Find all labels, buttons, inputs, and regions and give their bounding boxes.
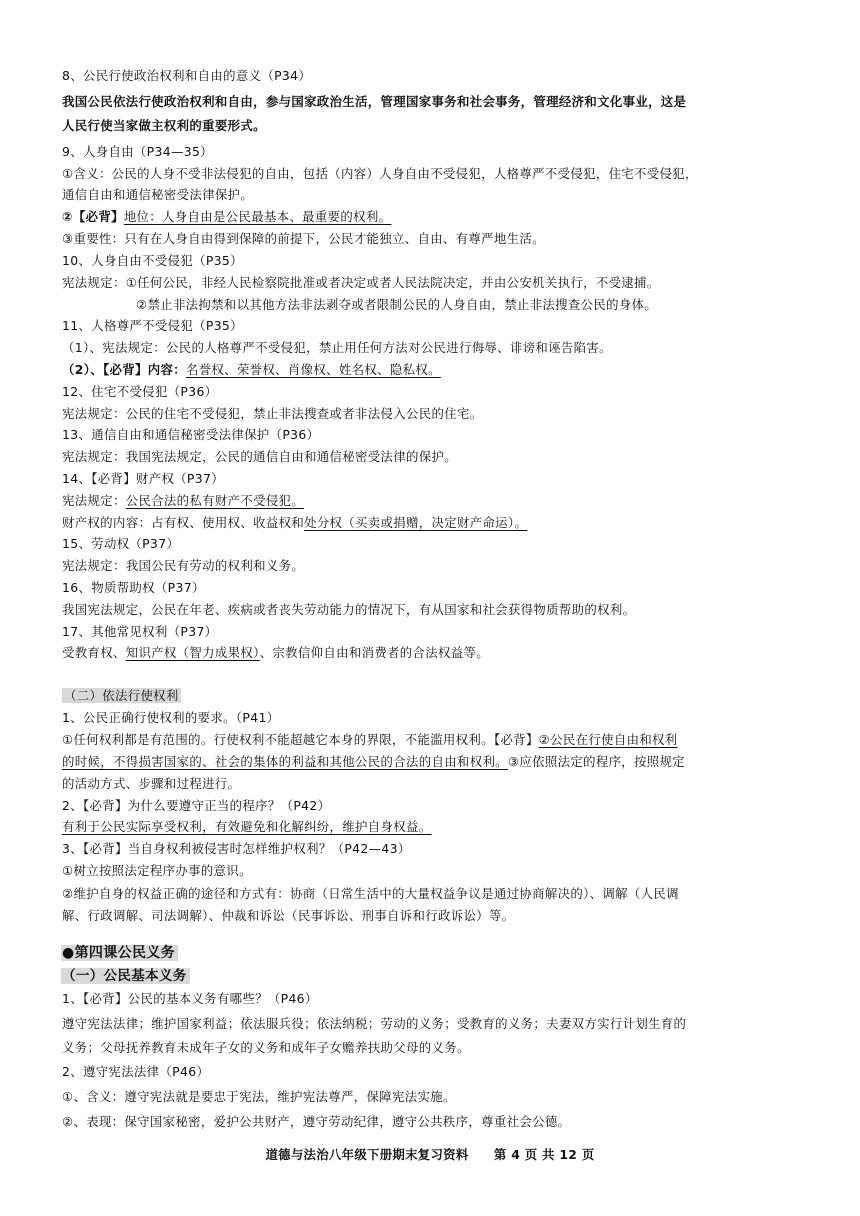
exercise-item-2-heading: 2、【必背】为什么要遵守正当的程序？（P42） bbox=[62, 798, 331, 813]
exercise-item-3-line: ①树立按照法定程序办事的意识。 bbox=[62, 863, 252, 878]
section-heading-basic-duties bbox=[60, 967, 804, 985]
item-12-constitution-line: 宪法规定：公民的住宅不受侵犯，禁止非法搜查或者非法侵入公民的住宅。 bbox=[62, 406, 483, 421]
exercise-item-1-line bbox=[62, 754, 802, 770]
exercise-item-3-heading: 3、【必背】当自身权利被侵害时怎样维护权利？（P42—43） bbox=[62, 841, 411, 856]
exercise-item-3-line: 解、行政调解、司法调解）、仲裁和诉讼（民事诉讼、刑事自诉和行政诉讼）等。 bbox=[62, 908, 515, 923]
item-15-heading: 15、劳动权（P37） bbox=[62, 536, 180, 551]
text-fragment: 、宗教信仰自由和消费者的合法权益等。 bbox=[259, 645, 489, 660]
duty-item-2-line: ②、表现：保守国家秘密，爱护公共财产，遵守劳动纪律，遵守公共秩序，尊重社会公德。 bbox=[62, 1114, 571, 1129]
item-16-heading: 16、物质帮助权（P37） bbox=[62, 580, 205, 595]
underlined-key-text: 的时候，不得损害国家的、社会的集体的利益和其他公民的合法的自由和权利。 bbox=[62, 754, 508, 769]
item-17-heading: 17、其他常见权利（P37） bbox=[62, 624, 218, 639]
duty-item-2-line: ①、含义：遵守宪法就是要忠于宪法，维护宪法尊严，保障宪法实施。 bbox=[62, 1089, 456, 1104]
item-11-heading: 11、人格尊严不受侵犯（P35） bbox=[62, 318, 243, 333]
duty-item-1-heading: 1、【必背】公民的基本义务有哪些？（P46） bbox=[62, 991, 318, 1006]
exercise-item-2-answer bbox=[62, 819, 802, 835]
duty-item-1-line: 遵守宪法法律；维护国家利益；依法服兵役；依法纳税；劳动的义务；受教育的义务；夫妻双方实行计划生育的 bbox=[62, 1016, 687, 1031]
underlined-key-text: 知识产权（智力成果权） bbox=[125, 645, 260, 660]
item-10-heading: 10、人身自由不受侵犯（P35） bbox=[62, 253, 243, 268]
underlined-key-text: 公民合法的私有财产不受侵犯。 bbox=[125, 493, 305, 508]
duty-item-2-heading: 2、遵守宪法法律（P46） bbox=[62, 1064, 210, 1079]
underlined-key-text: 有利于公民实际享受权利，有效避免和化解纠纷，维护自身权益。 bbox=[62, 819, 432, 834]
exercise-item-1-line bbox=[62, 732, 802, 748]
text-fragment: ①任何权利都是有范围的。行使权利不能超越它本身的界限，不能滥用权利。【必背】 bbox=[62, 732, 539, 747]
item-17-text-line bbox=[62, 645, 802, 661]
underlined-key-text: 处分权（买卖或捐赠，决定财产命运）。 bbox=[304, 515, 528, 530]
item-9-meaning-line: 通信自由和通信秘密受法律保护。 bbox=[62, 187, 254, 202]
text-fragment: 受教育权、 bbox=[62, 645, 126, 660]
lesson-4-heading bbox=[60, 944, 804, 962]
highlighted-heading: （一）公民基本义务 bbox=[61, 968, 190, 984]
duty-item-1-line: 义务；父母抚养教育未成年子女的义务和成年子女赡养扶助父母的义务。 bbox=[62, 1040, 470, 1055]
item-9-importance-line: ③重要性：只有在人身自由得到保障的前提下，公民才能独立、自由、有尊严地生活。 bbox=[62, 231, 545, 246]
exercise-item-1-heading: 1、公民正确行使权利的要求。（P41） bbox=[62, 710, 280, 725]
item-11-constitution-line: （1）、宪法规定：公民的人格尊严不受侵犯，禁止用任何方法对公民进行侮辱、诽谤和诬告陷害。 bbox=[62, 340, 612, 355]
item-8-text-line: 人民行使当家做主权利的重要形式。 bbox=[62, 118, 266, 133]
section-heading-exercise-rights bbox=[62, 688, 802, 704]
must-memorize-tag: ②【必背】 bbox=[62, 209, 124, 224]
item-13-heading: 13、通信自由和通信秘密受法律保护（P36） bbox=[62, 427, 320, 442]
item-11-content-line bbox=[62, 362, 802, 378]
item-15-constitution-line: 宪法规定：我国公民有劳动的权利和义务。 bbox=[62, 558, 305, 573]
item-16-text-line: 我国宪法规定，公民在年老、疾病或者丧失劳动能力的情况下，有从国家和社会获得物质帮助的权利。 bbox=[62, 602, 636, 617]
item-9-meaning-line: ①含义：公民的人身不受非法侵犯的自由，包括（内容）人身自由不受侵犯，人格尊严不受侵犯，住宅不受侵犯， bbox=[62, 166, 698, 181]
highlighted-heading: （二）依法行使权利 bbox=[64, 688, 179, 703]
underlined-key-text: ②公民在行使自由和权利 bbox=[538, 732, 678, 747]
item-12-heading: 12、住宅不受侵犯（P36） bbox=[62, 384, 218, 399]
item-14-content-line bbox=[62, 515, 802, 531]
text-fragment: ③应依照法定的程序，按照规定 bbox=[507, 754, 686, 769]
item-14-heading: 14、【必背】财产权（P37） bbox=[62, 471, 224, 486]
item-13-constitution-line: 宪法规定：我国宪法规定，公民的通信自由和通信秘密受法律的保护。 bbox=[62, 449, 457, 464]
exercise-item-1-line: 的活动方式、步骤和过程进行。 bbox=[62, 776, 241, 791]
item-9-status-line bbox=[62, 209, 802, 225]
constitution-label: 宪法规定： bbox=[62, 493, 126, 508]
underlined-key-text: 名誉权、荣誉权、肖像权、姓名权、隐私权。 bbox=[185, 362, 441, 377]
item-10-constitution-line: 宪法规定：①任何公民，非经人民检察院批准或者决定或者人民法院决定，并由公安机关执行，不受逮捕。 bbox=[62, 275, 660, 290]
item-9-heading: 9、人身自由（P34—35） bbox=[62, 144, 213, 159]
underlined-key-text: 地位：人身自由是公民最基本、最重要的权利。 bbox=[123, 209, 392, 224]
item-8-heading: 8、公民行使政治权利和自由的意义（P34） bbox=[62, 68, 312, 83]
property-rights-label: 财产权的内容：占有权、使用权、收益权和 bbox=[62, 515, 305, 530]
page-footer: 道德与法治八年级下册期末复习资料 第 4 页 共 12 页 bbox=[265, 1147, 595, 1162]
must-memorize-tag: （2）、【必背】内容： bbox=[62, 362, 186, 377]
highlighted-heading: ●第四课公民义务 bbox=[61, 945, 178, 961]
item-10-constitution-line: ②禁止非法拘禁和以其他方法非法剥夺或者限制公民的人身自由，禁止非法搜查公民的身体。 bbox=[136, 297, 658, 312]
item-8-text-line: 我国公民依法行使政治权利和自由，参与国家政治生活，管理国家事务和社会事务，管理经济和文化事业，这是 bbox=[62, 94, 687, 109]
item-14-constitution-line bbox=[62, 493, 802, 509]
exercise-item-3-line: ②维护自身的权益正确的途径和方式有：协商（日常生活中的大量权益争议是通过协商解决的）、调解（人民调 bbox=[62, 886, 679, 901]
